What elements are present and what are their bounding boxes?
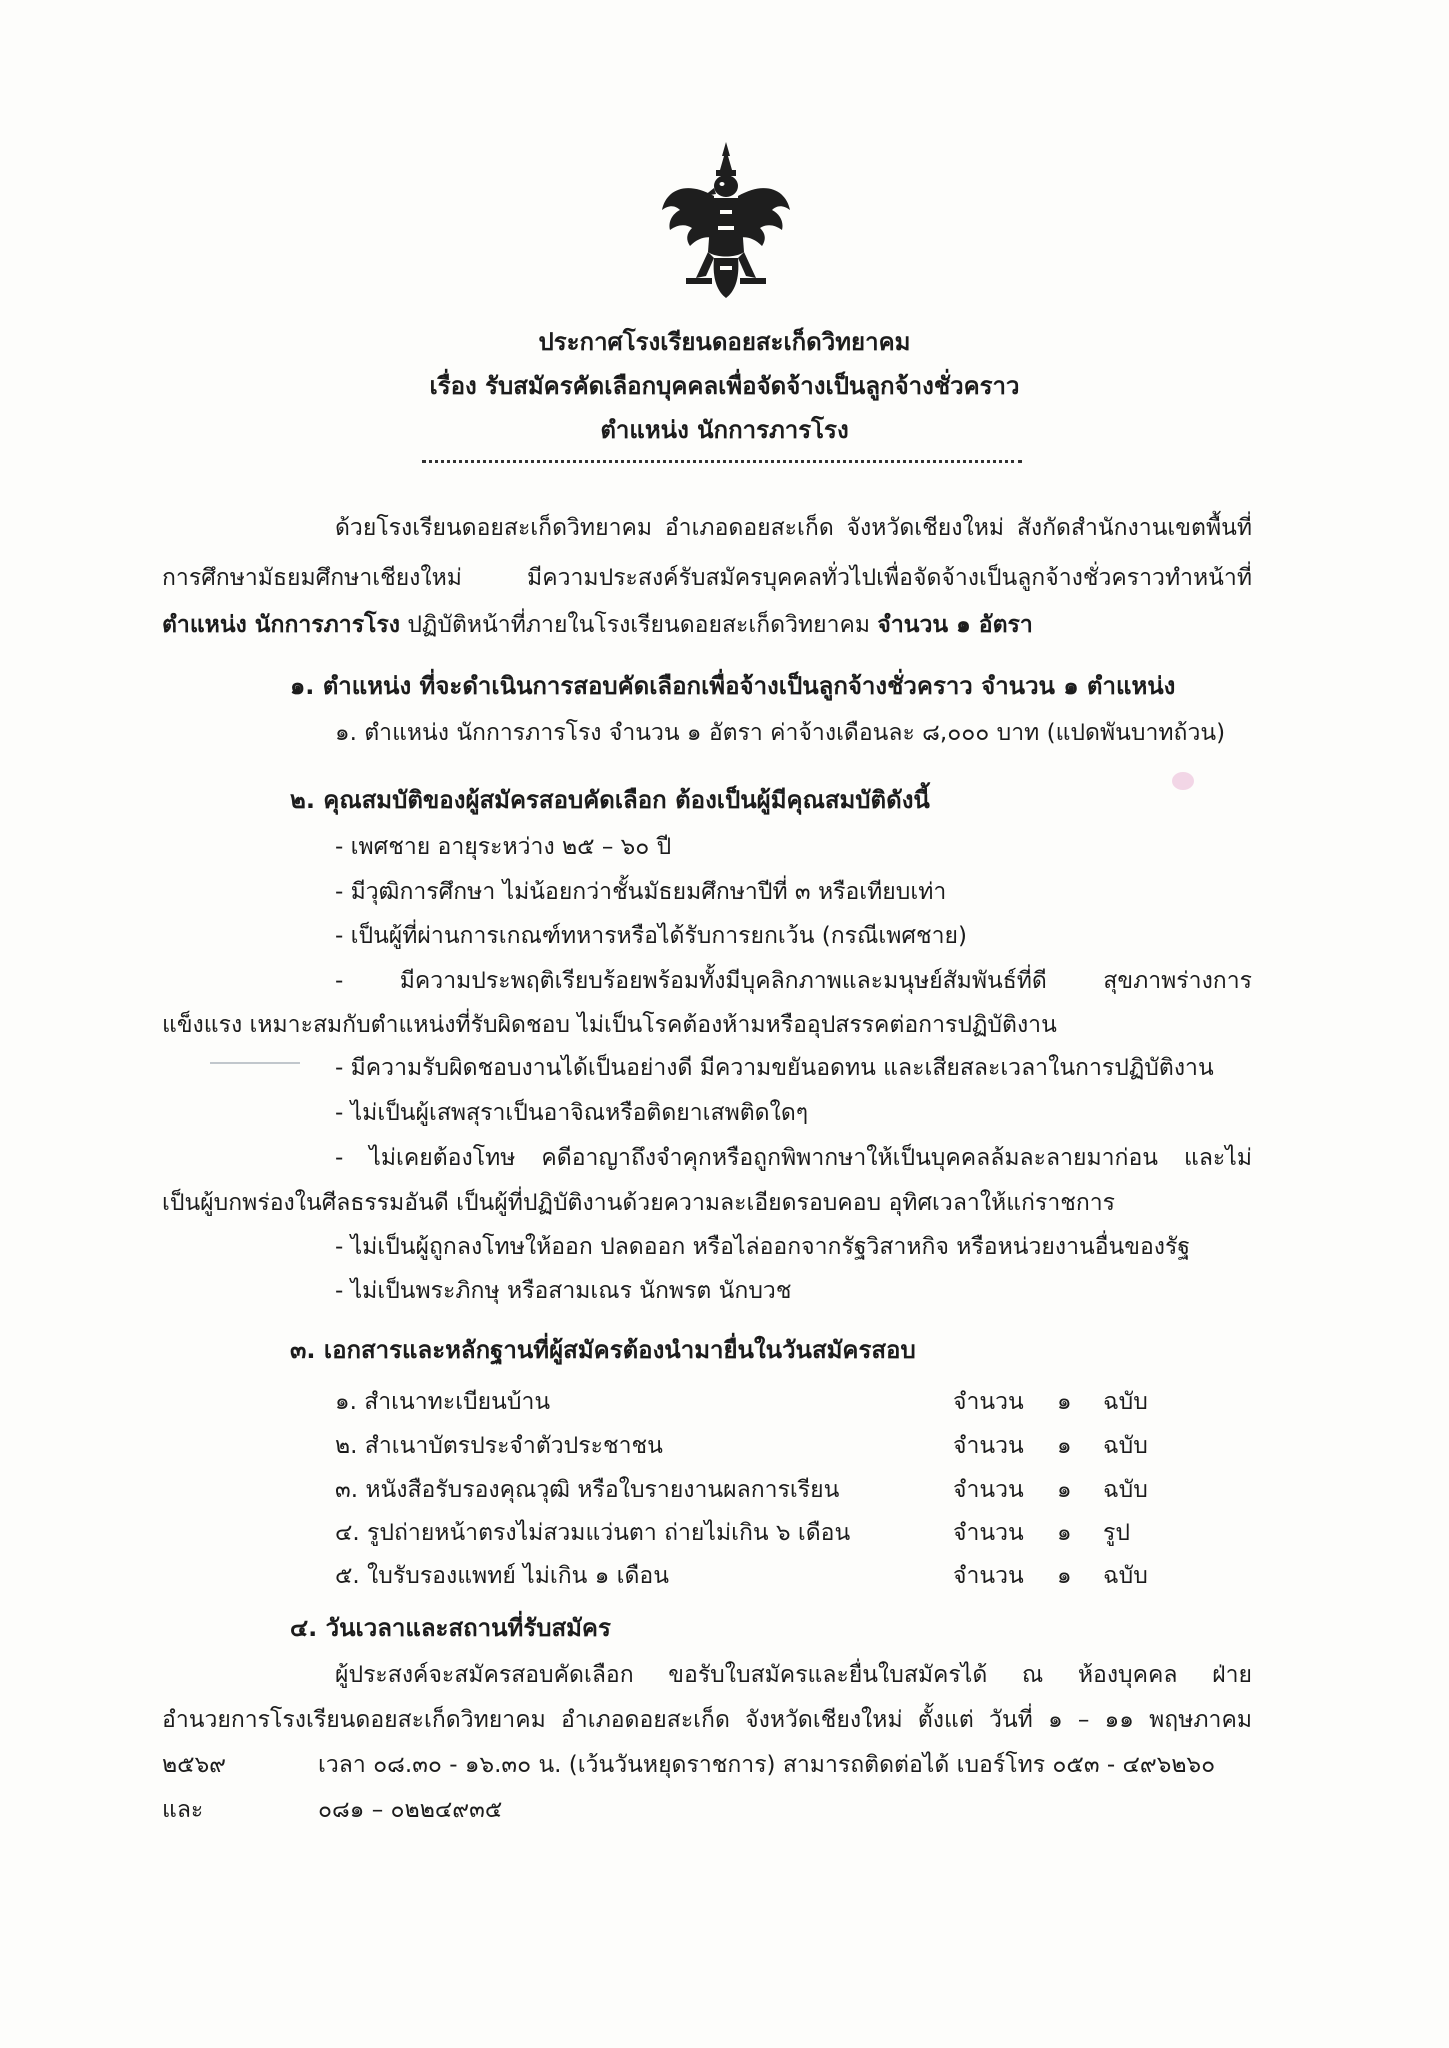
scan-stain [1172, 772, 1194, 790]
document-qty: ๑ [1057, 1477, 1072, 1503]
qualification-3: - เป็นผู้ที่ผ่านการเกณฑ์ทหารหรือได้รับการยกเว้น (กรณีเพศชาย) [335, 923, 967, 949]
document-qty: ๑ [1057, 1389, 1072, 1415]
qualification-9: - ไม่เป็นพระภิกษุ หรือสามเณร นักพรต นักบวช [335, 1278, 792, 1304]
scan-smudge [210, 1062, 300, 1064]
document-qty-label: จำนวน [953, 1433, 1024, 1459]
intro-line-3 [162, 612, 1033, 640]
document-unit: รูป [1103, 1520, 1130, 1546]
divider [422, 460, 1022, 463]
document-row [335, 1384, 1165, 1418]
document-qty-label: จำนวน [953, 1563, 1024, 1589]
announcement-position: ตำแหน่ง นักการภารโรง [600, 416, 849, 444]
application-line-2: อำนวยการโรงเรียนดอยสะเก็ดวิทยาคม อำเภอดอยสะเก็ด จังหวัดเชียงใหม่ ตั้งแต่ วันที่ ๑ – ๑๑ พฤษภาคม [162, 1707, 1252, 1733]
application-and: และ [162, 1797, 204, 1823]
document-qty: ๑ [1057, 1520, 1072, 1546]
qualification-5: - มีความรับผิดชอบงานได้เป็นอย่างดี มีความขยันอดทน และเสียสละเวลาในการปฏิบัติงาน [335, 1055, 1214, 1081]
application-year: ๒๕๖๙ [162, 1752, 227, 1778]
qualification-6: - ไม่เป็นผู้เสพสุราเป็นอาจิณหรือติดยาเสพติดใดๆ [335, 1100, 809, 1126]
document-qty-label: จำนวน [953, 1389, 1024, 1415]
document-name: ๔. รูปถ่ายหน้าตรงไม่สวมแว่นตา ถ่ายไม่เกิน ๖ เดือน [335, 1520, 851, 1546]
qualification-7: - ไม่เคยต้องโทษ คดีอาญาถึงจำคุกหรือถูกพิพากษาให้เป็นบุคคลล้มละลายมาก่อน และไม่ [335, 1145, 1252, 1171]
section-3-heading: ๓. เอกสารและหลักฐานที่ผู้สมัครต้องนำมายื่นในวันสมัครสอบ [290, 1336, 916, 1364]
document-name: ๓. หนังสือรับรองคุณวุฒิ หรือใบรายงานผลการเรียน [335, 1477, 840, 1503]
section-4-heading: ๔. วันเวลาและสถานที่รับสมัคร [290, 1614, 611, 1642]
garuda-emblem-icon [656, 140, 796, 300]
application-time-phone: เวลา ๐๘.๓๐ - ๑๖.๓๐ น. (เว้นวันหยุดราชการ) สามารถติดต่อได้ เบอร์โทร ๐๕๓ - ๔๙๖๒๖๐ [318, 1752, 1216, 1778]
application-phone-2: ๐๘๑ – ๐๒๒๔๙๓๕ [318, 1797, 503, 1823]
document-qty-label: จำนวน [953, 1520, 1024, 1546]
document-unit: ฉบับ [1103, 1433, 1148, 1459]
document-unit: ฉบับ [1103, 1563, 1148, 1589]
qualification-2: - มีวุฒิการศึกษา ไม่น้อยกว่าชั้นมัธยมศึกษาปีที่ ๓ หรือเทียบเท่า [335, 879, 947, 905]
application-line-1: ผู้ประสงค์จะสมัครสอบคัดเลือก ขอรับใบสมัครและยื่นใบสมัครได้ ณ ห้องบุคคล ฝ่าย [335, 1662, 1252, 1688]
document-name: ๒. สำเนาบัตรประจำตัวประชาชน [335, 1433, 663, 1459]
document-unit: ฉบับ [1103, 1389, 1148, 1415]
document-qty: ๑ [1057, 1563, 1072, 1589]
qualification-7-cont: เป็นผู้บกพร่องในศีลธรรมอันดี เป็นผู้ที่ปฏิบัติงานด้วยความละเอียดรอบคอบ อุทิศเวลาให้แก่ราชการ [162, 1190, 1116, 1216]
intro-line-1: ด้วยโรงเรียนดอยสะเก็ดวิทยาคม อำเภอดอยสะเก็ด จังหวัดเชียงใหม่ สังกัดสำนักงานเขตพื้นที่ [335, 515, 1252, 541]
intro-count: จำนวน ๑ อัตรา [877, 612, 1033, 638]
qualification-4: - มีความประพฤติเรียบร้อยพร้อมทั้งมีบุคลิกภาพและมนุษย์สัมพันธ์ที่ดี สุขภาพร่างการ [335, 968, 1252, 994]
document-qty-label: จำนวน [953, 1477, 1024, 1503]
document-row [335, 1428, 1165, 1462]
announcement-subject: เรื่อง รับสมัครคัดเลือกบุคคลเพื่อจัดจ้างเป็นลูกจ้างชั่วคราว [429, 372, 1020, 400]
document-qty: ๑ [1057, 1433, 1072, 1459]
intro-position: ตำแหน่ง นักการภารโรง [162, 612, 401, 638]
document-name: ๕. ใบรับรองแพทย์ ไม่เกิน ๑ เดือน [335, 1563, 669, 1589]
intro-line-2: การศึกษามัธยมศึกษาเชียงใหม่ มีความประสงค์รับสมัครบุคคลทั่วไปเพื่อจัดจ้างเป็นลูกจ้างชั่วคราวทำหน้าที่ [162, 565, 1252, 591]
intro-duty: ปฏิบัติหน้าที่ภายในโรงเรียนดอยสะเก็ดวิทยาคม [400, 612, 878, 638]
document-name: ๑. สำเนาทะเบียนบ้าน [335, 1389, 551, 1415]
announcement-title: ประกาศโรงเรียนดอยสะเก็ดวิทยาคม [538, 328, 911, 356]
document-row [335, 1515, 1165, 1549]
section-1-heading: ๑. ตำแหน่ง ที่จะดำเนินการสอบคัดเลือกเพื่อจ้างเป็นลูกจ้างชั่วคราว จำนวน ๑ ตำแหน่ง [290, 672, 1176, 700]
section-1-item: ๑. ตำแหน่ง นักการภารโรง จำนวน ๑ อัตรา ค่าจ้างเดือนละ ๘,๐๐๐ บาท (แปดพันบาทถ้วน) [335, 720, 1226, 746]
document-unit: ฉบับ [1103, 1477, 1148, 1503]
qualification-1: - เพศชาย อายุระหว่าง ๒๕ – ๖๐ ปี [335, 834, 672, 860]
qualification-4-cont: แข็งแรง เหมาะสมกับตำแหน่งที่รับผิดชอบ ไม่เป็นโรคต้องห้ามหรืออุปสรรคต่อการปฏิบัติงาน [162, 1012, 1057, 1038]
document-row [335, 1472, 1165, 1506]
document-row [335, 1558, 1165, 1592]
qualification-8: - ไม่เป็นผู้ถูกลงโทษให้ออก ปลดออก หรือไล่ออกจากรัฐวิสาหกิจ หรือหน่วยงานอื่นของรัฐ [335, 1234, 1191, 1260]
section-2-heading: ๒. คุณสมบัติของผู้สมัครสอบคัดเลือก ต้องเป็นผู้มีคุณสมบัติดังนี้ [290, 786, 930, 814]
